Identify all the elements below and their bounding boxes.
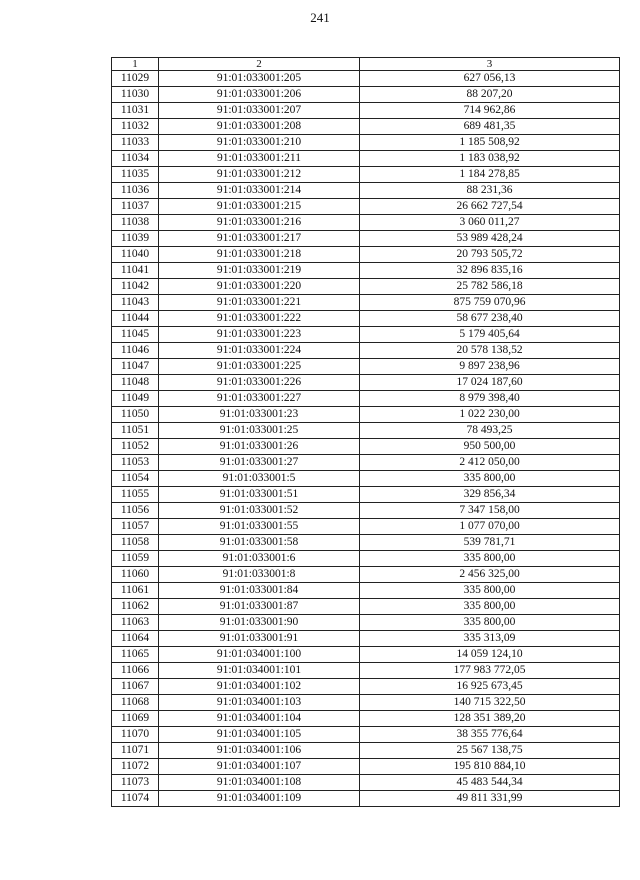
table-row bbox=[112, 103, 620, 119]
row-number-cell: 11064 bbox=[112, 631, 159, 647]
row-number-cell: 11051 bbox=[112, 423, 159, 439]
value-cell: 140 715 322,50 bbox=[360, 695, 620, 711]
value-cell: 195 810 884,10 bbox=[360, 759, 620, 775]
value-cell: 5 179 405,64 bbox=[360, 327, 620, 343]
value-cell: 1 183 038,92 bbox=[360, 151, 620, 167]
cadastral-number-cell: 91:01:033001:225 bbox=[159, 359, 360, 375]
value-cell: 14 059 124,10 bbox=[360, 647, 620, 663]
table-row bbox=[112, 167, 620, 183]
row-number-cell: 11045 bbox=[112, 327, 159, 343]
table-row bbox=[112, 695, 620, 711]
cadastral-number-cell: 91:01:033001:90 bbox=[159, 615, 360, 631]
row-number-cell: 11035 bbox=[112, 167, 159, 183]
table-row bbox=[112, 567, 620, 583]
cadastral-number-cell: 91:01:034001:106 bbox=[159, 743, 360, 759]
table-row bbox=[112, 631, 620, 647]
cadastral-number-cell: 91:01:033001:224 bbox=[159, 343, 360, 359]
row-number-cell: 11069 bbox=[112, 711, 159, 727]
row-number-cell: 11039 bbox=[112, 231, 159, 247]
value-cell: 335 800,00 bbox=[360, 583, 620, 599]
cadastral-number-cell: 91:01:033001:8 bbox=[159, 567, 360, 583]
value-cell: 45 483 544,34 bbox=[360, 775, 620, 791]
cadastral-number-cell: 91:01:033001:26 bbox=[159, 439, 360, 455]
cadastral-number-cell: 91:01:034001:104 bbox=[159, 711, 360, 727]
cadastral-number-cell: 91:01:034001:102 bbox=[159, 679, 360, 695]
table-row bbox=[112, 231, 620, 247]
table-header-row bbox=[112, 58, 620, 71]
row-number-cell: 11052 bbox=[112, 439, 159, 455]
row-number-cell: 11044 bbox=[112, 311, 159, 327]
cadastral-number-cell: 91:01:034001:108 bbox=[159, 775, 360, 791]
value-cell: 58 677 238,40 bbox=[360, 311, 620, 327]
row-number-cell: 11033 bbox=[112, 135, 159, 151]
table-row bbox=[112, 263, 620, 279]
table-row bbox=[112, 119, 620, 135]
cadastral-number-cell: 91:01:033001:223 bbox=[159, 327, 360, 343]
table-row bbox=[112, 487, 620, 503]
row-number-cell: 11046 bbox=[112, 343, 159, 359]
cadastral-number-cell: 91:01:033001:218 bbox=[159, 247, 360, 263]
row-number-cell: 11073 bbox=[112, 775, 159, 791]
table-row bbox=[112, 311, 620, 327]
column-header-value: 3 bbox=[360, 58, 620, 71]
table-row bbox=[112, 199, 620, 215]
value-cell: 335 313,09 bbox=[360, 631, 620, 647]
value-cell: 627 056,13 bbox=[360, 71, 620, 87]
column-header-cadastral-number: 2 bbox=[159, 58, 360, 71]
table-body bbox=[112, 71, 620, 807]
row-number-cell: 11063 bbox=[112, 615, 159, 631]
value-cell: 17 024 187,60 bbox=[360, 375, 620, 391]
row-number-cell: 11060 bbox=[112, 567, 159, 583]
table-row bbox=[112, 615, 620, 631]
table-row bbox=[112, 519, 620, 535]
table-row bbox=[112, 407, 620, 423]
value-cell: 2 456 325,00 bbox=[360, 567, 620, 583]
cadastral-number-cell: 91:01:033001:58 bbox=[159, 535, 360, 551]
row-number-cell: 11032 bbox=[112, 119, 159, 135]
row-number-cell: 11065 bbox=[112, 647, 159, 663]
row-number-cell: 11056 bbox=[112, 503, 159, 519]
cadastral-number-cell: 91:01:033001:219 bbox=[159, 263, 360, 279]
table-row bbox=[112, 759, 620, 775]
row-number-cell: 11041 bbox=[112, 263, 159, 279]
cadastral-number-cell: 91:01:033001:217 bbox=[159, 231, 360, 247]
value-cell: 177 983 772,05 bbox=[360, 663, 620, 679]
cadastral-number-cell: 91:01:034001:100 bbox=[159, 647, 360, 663]
table-row bbox=[112, 343, 620, 359]
page-number: 241 bbox=[310, 10, 330, 25]
cadastral-number-cell: 91:01:034001:105 bbox=[159, 727, 360, 743]
cadastral-number-cell: 91:01:033001:226 bbox=[159, 375, 360, 391]
cadastral-value-table bbox=[111, 57, 620, 807]
value-cell: 714 962,86 bbox=[360, 103, 620, 119]
row-number-cell: 11050 bbox=[112, 407, 159, 423]
table-row bbox=[112, 679, 620, 695]
row-number-cell: 11034 bbox=[112, 151, 159, 167]
row-number-cell: 11038 bbox=[112, 215, 159, 231]
table-row bbox=[112, 727, 620, 743]
cadastral-number-cell: 91:01:033001:206 bbox=[159, 87, 360, 103]
row-number-cell: 11071 bbox=[112, 743, 159, 759]
cadastral-number-cell: 91:01:033001:211 bbox=[159, 151, 360, 167]
row-number-cell: 11040 bbox=[112, 247, 159, 263]
table-row bbox=[112, 391, 620, 407]
value-cell: 49 811 331,99 bbox=[360, 791, 620, 807]
value-cell: 53 989 428,24 bbox=[360, 231, 620, 247]
cadastral-number-cell: 91:01:033001:87 bbox=[159, 599, 360, 615]
row-number-cell: 11074 bbox=[112, 791, 159, 807]
table-row bbox=[112, 647, 620, 663]
row-number-cell: 11029 bbox=[112, 71, 159, 87]
value-cell: 335 800,00 bbox=[360, 599, 620, 615]
table-row bbox=[112, 87, 620, 103]
table-row bbox=[112, 791, 620, 807]
value-cell: 38 355 776,64 bbox=[360, 727, 620, 743]
cadastral-number-cell: 91:01:033001:227 bbox=[159, 391, 360, 407]
cadastral-number-cell: 91:01:033001:51 bbox=[159, 487, 360, 503]
cadastral-number-cell: 91:01:033001:215 bbox=[159, 199, 360, 215]
row-number-cell: 11049 bbox=[112, 391, 159, 407]
value-cell: 329 856,34 bbox=[360, 487, 620, 503]
table-row bbox=[112, 775, 620, 791]
row-number-cell: 11072 bbox=[112, 759, 159, 775]
table-row bbox=[112, 135, 620, 151]
table-row bbox=[112, 71, 620, 87]
table-row bbox=[112, 423, 620, 439]
table-row bbox=[112, 375, 620, 391]
row-number-cell: 11059 bbox=[112, 551, 159, 567]
row-number-cell: 11048 bbox=[112, 375, 159, 391]
value-cell: 88 207,20 bbox=[360, 87, 620, 103]
value-cell: 16 925 673,45 bbox=[360, 679, 620, 695]
column-header-number: 1 bbox=[112, 58, 159, 71]
row-number-cell: 11057 bbox=[112, 519, 159, 535]
cadastral-number-cell: 91:01:034001:107 bbox=[159, 759, 360, 775]
table-row bbox=[112, 295, 620, 311]
cadastral-number-cell: 91:01:033001:55 bbox=[159, 519, 360, 535]
row-number-cell: 11054 bbox=[112, 471, 159, 487]
cadastral-number-cell: 91:01:033001:207 bbox=[159, 103, 360, 119]
value-cell: 1 077 070,00 bbox=[360, 519, 620, 535]
value-cell: 32 896 835,16 bbox=[360, 263, 620, 279]
value-cell: 1 184 278,85 bbox=[360, 167, 620, 183]
value-cell: 20 793 505,72 bbox=[360, 247, 620, 263]
cadastral-number-cell: 91:01:034001:109 bbox=[159, 791, 360, 807]
cadastral-number-cell: 91:01:033001:205 bbox=[159, 71, 360, 87]
cadastral-number-cell: 91:01:033001:84 bbox=[159, 583, 360, 599]
value-cell: 689 481,35 bbox=[360, 119, 620, 135]
table-row bbox=[112, 663, 620, 679]
value-cell: 20 578 138,52 bbox=[360, 343, 620, 359]
cadastral-number-cell: 91:01:033001:208 bbox=[159, 119, 360, 135]
cadastral-number-cell: 91:01:033001:25 bbox=[159, 423, 360, 439]
value-cell: 9 897 238,96 bbox=[360, 359, 620, 375]
value-cell: 875 759 070,96 bbox=[360, 295, 620, 311]
value-cell: 88 231,36 bbox=[360, 183, 620, 199]
cadastral-number-cell: 91:01:033001:212 bbox=[159, 167, 360, 183]
table-row bbox=[112, 599, 620, 615]
row-number-cell: 11062 bbox=[112, 599, 159, 615]
value-cell: 950 500,00 bbox=[360, 439, 620, 455]
row-number-cell: 11042 bbox=[112, 279, 159, 295]
value-cell: 7 347 158,00 bbox=[360, 503, 620, 519]
table-row bbox=[112, 279, 620, 295]
row-number-cell: 11053 bbox=[112, 455, 159, 471]
table-row bbox=[112, 247, 620, 263]
cadastral-number-cell: 91:01:033001:216 bbox=[159, 215, 360, 231]
table-row bbox=[112, 503, 620, 519]
table-row bbox=[112, 551, 620, 567]
table-row bbox=[112, 711, 620, 727]
value-cell: 539 781,71 bbox=[360, 535, 620, 551]
value-cell: 335 800,00 bbox=[360, 551, 620, 567]
cadastral-number-cell: 91:01:033001:210 bbox=[159, 135, 360, 151]
row-number-cell: 11066 bbox=[112, 663, 159, 679]
table-row bbox=[112, 215, 620, 231]
table-row bbox=[112, 183, 620, 199]
cadastral-number-cell: 91:01:033001:214 bbox=[159, 183, 360, 199]
cadastral-number-cell: 91:01:033001:52 bbox=[159, 503, 360, 519]
value-cell: 8 979 398,40 bbox=[360, 391, 620, 407]
cadastral-number-cell: 91:01:033001:91 bbox=[159, 631, 360, 647]
row-number-cell: 11055 bbox=[112, 487, 159, 503]
value-cell: 3 060 011,27 bbox=[360, 215, 620, 231]
value-cell: 25 567 138,75 bbox=[360, 743, 620, 759]
cadastral-number-cell: 91:01:033001:221 bbox=[159, 295, 360, 311]
row-number-cell: 11043 bbox=[112, 295, 159, 311]
row-number-cell: 11047 bbox=[112, 359, 159, 375]
table-row bbox=[112, 151, 620, 167]
row-number-cell: 11031 bbox=[112, 103, 159, 119]
cadastral-number-cell: 91:01:033001:27 bbox=[159, 455, 360, 471]
table-row bbox=[112, 359, 620, 375]
table-row bbox=[112, 439, 620, 455]
cadastral-number-cell: 91:01:033001:23 bbox=[159, 407, 360, 423]
value-cell: 25 782 586,18 bbox=[360, 279, 620, 295]
cadastral-number-cell: 91:01:034001:103 bbox=[159, 695, 360, 711]
value-cell: 2 412 050,00 bbox=[360, 455, 620, 471]
row-number-cell: 11037 bbox=[112, 199, 159, 215]
row-number-cell: 11058 bbox=[112, 535, 159, 551]
row-number-cell: 11030 bbox=[112, 87, 159, 103]
table-row bbox=[112, 535, 620, 551]
table-row bbox=[112, 455, 620, 471]
row-number-cell: 11036 bbox=[112, 183, 159, 199]
table-row bbox=[112, 743, 620, 759]
cadastral-number-cell: 91:01:033001:6 bbox=[159, 551, 360, 567]
row-number-cell: 11070 bbox=[112, 727, 159, 743]
value-cell: 128 351 389,20 bbox=[360, 711, 620, 727]
value-cell: 1 022 230,00 bbox=[360, 407, 620, 423]
row-number-cell: 11061 bbox=[112, 583, 159, 599]
value-cell: 335 800,00 bbox=[360, 615, 620, 631]
value-cell: 78 493,25 bbox=[360, 423, 620, 439]
cadastral-number-cell: 91:01:034001:101 bbox=[159, 663, 360, 679]
value-cell: 1 185 508,92 bbox=[360, 135, 620, 151]
row-number-cell: 11067 bbox=[112, 679, 159, 695]
table-row bbox=[112, 471, 620, 487]
cadastral-number-cell: 91:01:033001:220 bbox=[159, 279, 360, 295]
table-row bbox=[112, 327, 620, 343]
table-row bbox=[112, 583, 620, 599]
cadastral-number-cell: 91:01:033001:222 bbox=[159, 311, 360, 327]
cadastral-number-cell: 91:01:033001:5 bbox=[159, 471, 360, 487]
value-cell: 335 800,00 bbox=[360, 471, 620, 487]
row-number-cell: 11068 bbox=[112, 695, 159, 711]
value-cell: 26 662 727,54 bbox=[360, 199, 620, 215]
